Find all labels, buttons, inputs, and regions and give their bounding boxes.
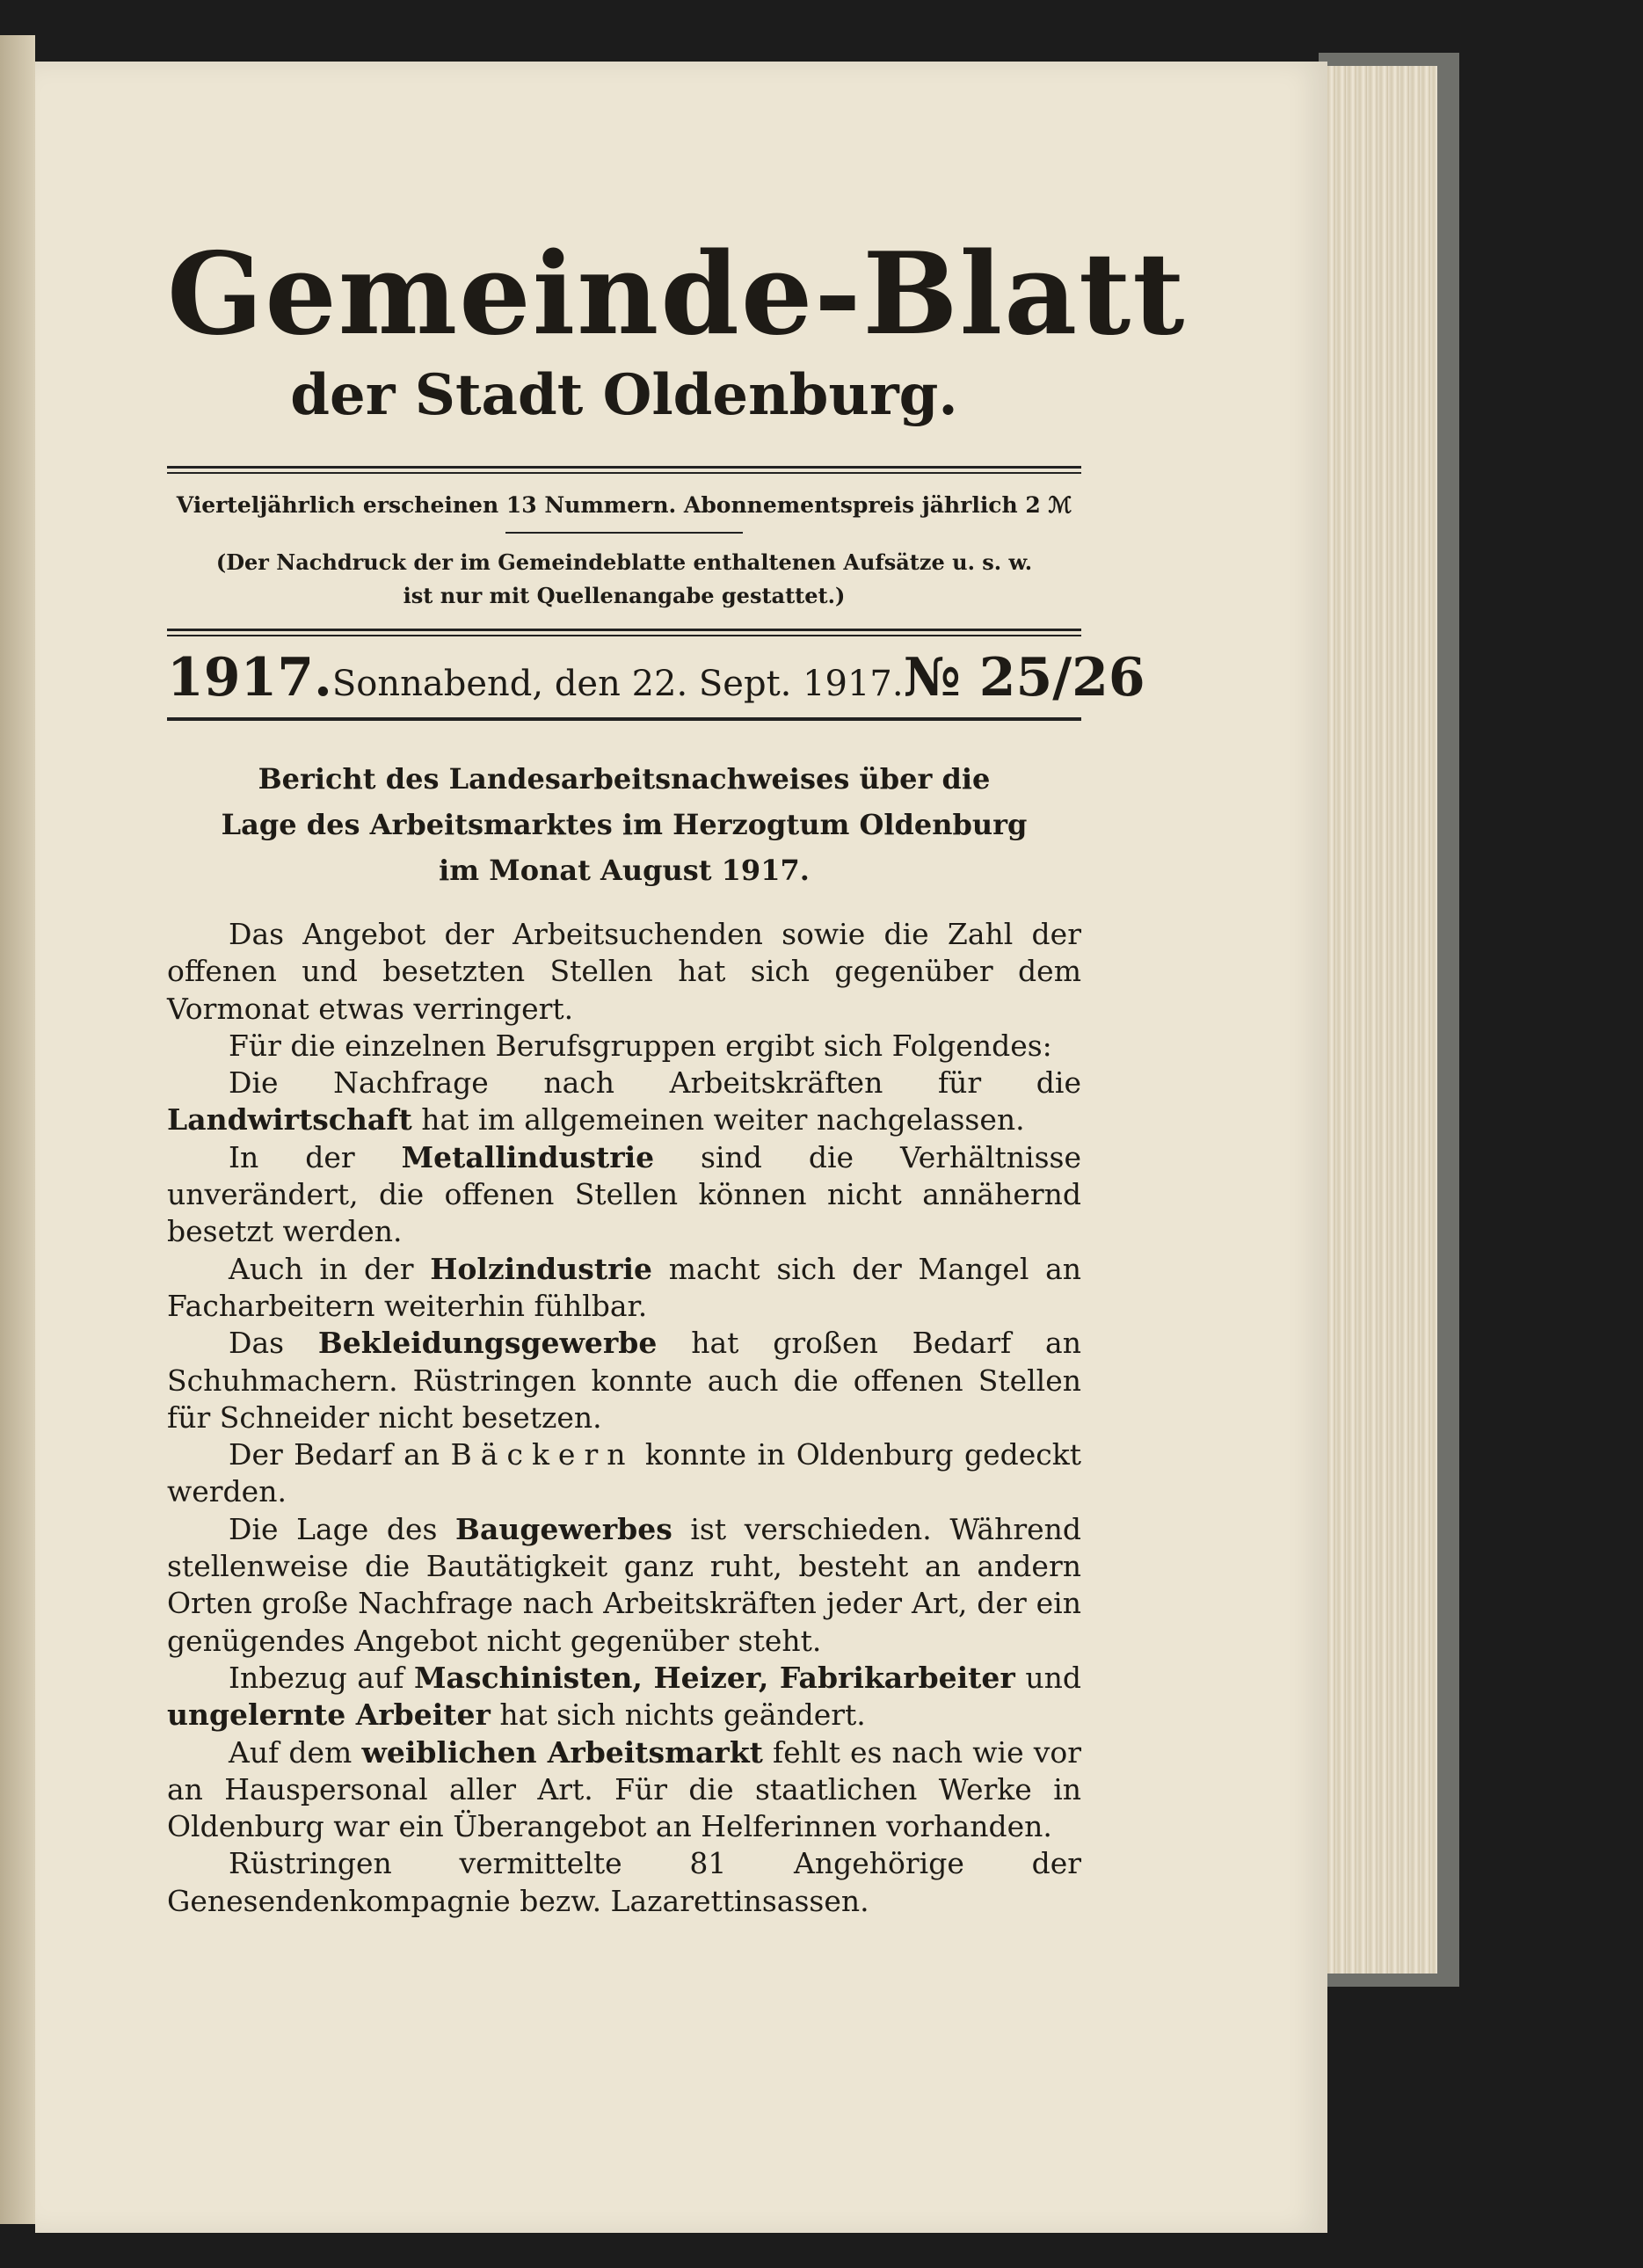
paragraph: Inbezug auf Maschinisten, Heizer, Fabrikarbeiter und ungelernte Arbeiter hat sich nichts geändert. <box>167 1660 1081 1733</box>
reprint-notice <box>167 546 1081 613</box>
issue-year: 1917. <box>167 647 332 709</box>
page-content <box>167 193 1187 1920</box>
keyword: Landwirtschaft <box>167 1102 412 1138</box>
keyword: Holzindustrie <box>430 1251 652 1286</box>
keyword: Metallindustrie <box>401 1139 655 1174</box>
reprint-notice-line2: ist nur mit Quellenangabe gestattet.) <box>403 583 846 608</box>
paragraph: Die Lage des Baugewerbes ist verschieden. Während stellenweise die Bautätigkeit ganz ruht, besteht an andern Orten große Nachfrage nach Arbeitskräften jeder Art, der ein genügendes Angebot nicht gegenüber steht. <box>167 1511 1082 1658</box>
issue-date: Sonnabend, den 22. Sept. 1917. <box>331 664 904 704</box>
keyword: Baugewerbes <box>455 1511 672 1546</box>
masthead-title: Gemeinde-Blatt <box>167 229 1187 360</box>
paragraph: Auf dem weiblichen Arbeitsmarkt fehlt es nach wie vor an Hauspersonal aller Art. Für die staatlichen Werke in Oldenburg war ein Überangebot an Helferinnen vorhanden. <box>167 1734 1081 1844</box>
keyword: weiblichen Arbeitsmarkt <box>361 1734 763 1770</box>
newspaper-page <box>35 62 1327 2233</box>
keyword: ungelernte Arbeiter <box>167 1697 491 1733</box>
headline-line1: Bericht des Landesarbeitsnachweises über die <box>258 762 991 796</box>
divider <box>167 717 1081 721</box>
paragraph: Auch in der Holzindustrie macht sich der Mangel an Facharbeitern weiterhin fühlbar. <box>167 1251 1082 1323</box>
paragraph: Der Bedarf an Bäckern konnte in Oldenburg gedeckt werden. <box>167 1437 1081 1509</box>
issue-number: № 25/26 <box>903 647 1145 709</box>
article-headline <box>167 756 1081 893</box>
headline-line3: im Monat August 1917. <box>439 854 810 887</box>
paragraph: Das Bekleidungsgewerbe hat großen Bedarf an Schuhmachern. Rüstringen konnte auch die offenen Stellen für Schneider nicht besetzen. <box>167 1326 1081 1435</box>
keyword: Bekleidungsgewerbe <box>317 1326 658 1361</box>
divider <box>167 466 1081 474</box>
masthead-subtitle: der Stadt Oldenburg. <box>290 362 958 428</box>
keyword: Maschinisten, Heizer, Fabrikarbeiter <box>413 1660 1015 1695</box>
previous-page-edge <box>0 35 35 2224</box>
reprint-notice-line1: (Der Nachdruck der im Gemeindeblatte enthaltenen Aufsätze u. s. w. <box>215 549 1033 575</box>
short-divider <box>505 532 743 534</box>
keyword-spaced: Bäckern <box>450 1437 635 1472</box>
headline-line2: Lage des Arbeitsmarktes im Herzogtum Oldenburg <box>221 808 1028 841</box>
paragraph: In der Metallindustrie sind die Verhältnisse unverändert, die offenen Stellen können nicht annähernd besetzt werden. <box>167 1139 1082 1249</box>
subscription-line: Vierteljährlich erscheinen 13 Nummern. Abonnementspreis jährlich 2 ℳ <box>176 492 1072 518</box>
paragraph: Für die einzelnen Berufsgruppen ergibt sich Folgendes: <box>229 1028 1052 1063</box>
paragraph: Rüstringen vermittelte 81 Angehörige der Genesendenkompagnie bezw. Lazarettinsassen. <box>167 1846 1081 1918</box>
paragraph: Das Angebot der Arbeitsuchenden sowie die Zahl der offenen und besetzten Stellen hat sich gegenüber dem Vormonat etwas verringert. <box>167 917 1081 1026</box>
divider <box>167 629 1081 636</box>
page-edges <box>1314 66 1437 1974</box>
dateline <box>167 647 1145 709</box>
paragraph: Die Nachfrage nach Arbeitskräften für die Landwirtschaft hat im allgemeinen weiter nachgelassen. <box>167 1065 1081 1138</box>
